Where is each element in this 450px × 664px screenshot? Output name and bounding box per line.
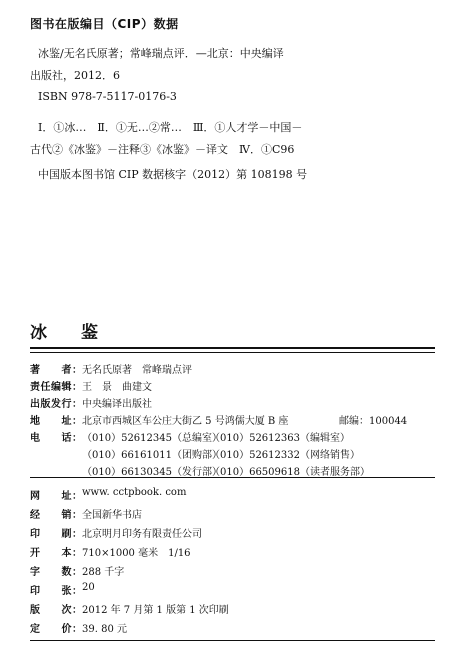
price-label: 定 价： bbox=[30, 624, 82, 635]
editor-value: 王 景 曲建文 bbox=[82, 382, 152, 393]
editor-label: 责任编辑： bbox=[30, 382, 82, 393]
info-divider bbox=[30, 477, 435, 478]
cip-line-isbn: ISBN 978-7-5117-0176-3 bbox=[38, 90, 177, 103]
phone-distribution: （010）66130345（发行部） bbox=[82, 467, 222, 478]
address-label: 地 址： bbox=[30, 416, 82, 427]
website-label: 网 址： bbox=[30, 491, 82, 502]
printed-sheets-label: 印 张： bbox=[30, 586, 82, 597]
publisher-value: 中央编译出版社 bbox=[82, 399, 152, 410]
phone-editorial-office: （010）52612345（总编室） bbox=[82, 433, 222, 444]
word-count-value: 288 千字 bbox=[82, 567, 125, 578]
title-rule-thin bbox=[30, 352, 435, 353]
publisher-label: 出版发行： bbox=[30, 399, 82, 410]
format-value: 710×1000 毫米 1/16 bbox=[82, 548, 191, 559]
title-rule-thick bbox=[30, 347, 435, 349]
price-value: 39. 80 元 bbox=[82, 624, 127, 635]
edition-value: 2012 年 7 月第 1 版第 1 次印刷 bbox=[82, 605, 229, 616]
cip-line-2: 出版社，2012．6 bbox=[30, 69, 120, 82]
address-value: 北京市西城区车公庄大街乙 5 号鸿儒大厦 B 座 bbox=[82, 416, 289, 427]
cip-line-1: 冰鉴/无名氏原著；常峰瑞点评．—北京：中央编译 bbox=[38, 47, 284, 60]
distributor-value: 全国新华书店 bbox=[82, 510, 142, 521]
phone-online-sales: （010）52612332（网络销售） bbox=[210, 450, 360, 461]
author-label: 著 者： bbox=[30, 365, 82, 376]
cip-heading: 图书在版编目（CIP）数据 bbox=[30, 17, 179, 31]
author-value: 无名氏原著 常峰瑞点评 bbox=[82, 365, 192, 376]
cip-line-classification: Ⅰ．①冰… Ⅱ．①无…②常… Ⅲ．①人才学－中国－ bbox=[38, 121, 303, 134]
edition-label: 版 次： bbox=[30, 605, 82, 616]
phone-label: 电 话： bbox=[30, 433, 82, 444]
postal-code: 邮编：100044 bbox=[339, 416, 408, 427]
phone-editing-room: （010）52612363（编辑室） bbox=[210, 433, 350, 444]
printer-label: 印 刷： bbox=[30, 529, 82, 540]
website-value: www. cctpbook. com bbox=[82, 487, 187, 498]
cip-line-classification-cont: 古代②《冰鉴》－注释③《冰鉴》－译文 Ⅳ．①C96 bbox=[30, 143, 295, 156]
bottom-rule bbox=[30, 640, 435, 641]
book-title: 冰鉴 bbox=[30, 323, 132, 343]
printer-value: 北京明月印务有限责任公司 bbox=[82, 529, 202, 540]
phone-group-purchase: （010）66161011（团购部） bbox=[82, 450, 222, 461]
distributor-label: 经 销： bbox=[30, 510, 82, 521]
format-label: 开 本： bbox=[30, 548, 82, 559]
word-count-label: 字 数： bbox=[30, 567, 82, 578]
phone-reader-service: （010）66509618（读者服务部） bbox=[210, 467, 370, 478]
cip-line-verification: 中国版本图书馆 CIP 数据核字（2012）第 108198 号 bbox=[38, 168, 308, 181]
printed-sheets-value: 20 bbox=[82, 582, 95, 593]
